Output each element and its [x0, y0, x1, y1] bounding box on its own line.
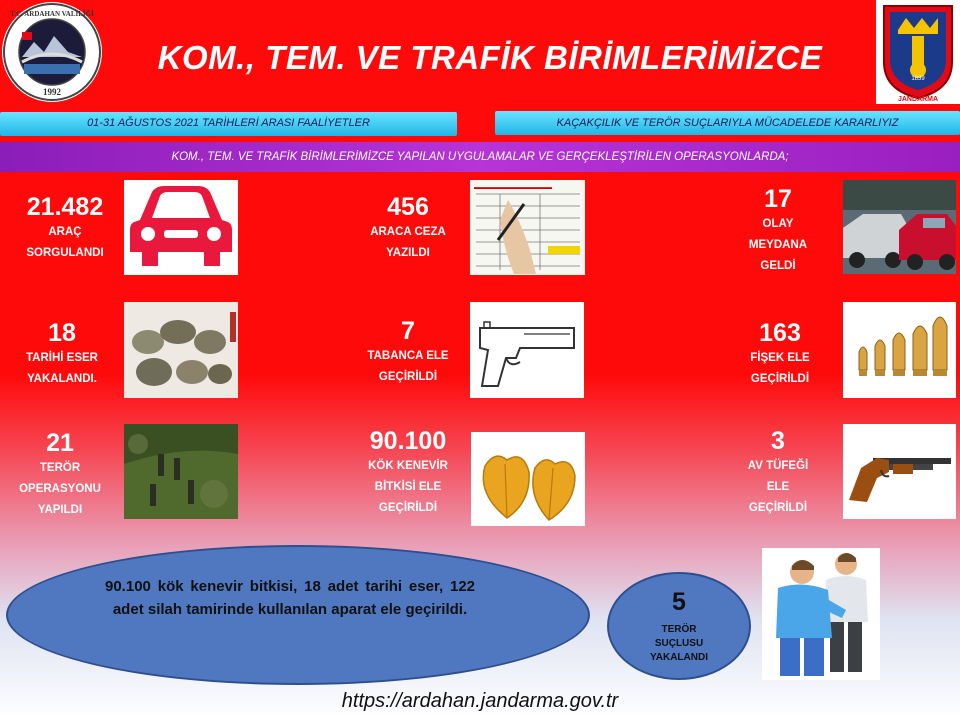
pistol-icon — [470, 302, 584, 398]
suspects-label: TERÖR SUÇLUSU YAKALANDI — [650, 624, 708, 663]
stat-cartridges — [730, 318, 830, 390]
stat-number: 90.100 — [369, 427, 447, 455]
stat-label: ARAÇ SORGULANDI — [26, 226, 104, 259]
car-crash-icon — [843, 180, 956, 274]
bullets-icon — [843, 302, 956, 398]
fine-document-icon — [470, 180, 585, 275]
stat-artifacts — [12, 318, 112, 390]
stat-number: 21.482 — [26, 193, 104, 221]
cannabis-leaves-icon — [471, 432, 585, 526]
svg-text:▬▬▬▬▬▬▬▬▬▬▬▬▬: ▬▬▬▬▬▬▬▬▬▬▬▬▬ — [474, 185, 552, 191]
stat-number: 3 — [771, 427, 785, 455]
stat-vehicle-queries — [10, 192, 120, 264]
jandarma-logo — [876, 0, 960, 104]
shotgun-icon — [843, 424, 956, 519]
slogan-bar: KAÇAKÇILIK VE TERÖR SUÇLARIYLA MÜCADELEDE KARARLIYIZ — [495, 111, 960, 135]
stat-label: AV TÜFEĞİ ELE GEÇİRİLDİ — [747, 460, 809, 514]
stat-cannabis — [356, 426, 460, 519]
intro-bar: KOM., TEM. VE TRAFİK BİRİMLERİMİZCE YAPILAN UYGULAMALAR VE GERÇEKLEŞTİRİLEN OPERASYONLARDA; — [0, 142, 960, 172]
stat-number: 17 — [764, 185, 792, 213]
svg-text:JANDARMA: JANDARMA — [897, 96, 939, 103]
people-illustration — [762, 548, 880, 680]
summary-text: 90.100 kök kenevir bitkisi, 18 adet tarihi eser, 122 adet silah tamirinde kullanılan aparat ele geçirildi. — [105, 578, 475, 618]
ardahan-valiligi-logo — [2, 2, 102, 102]
stat-number: 163 — [759, 319, 801, 347]
soldiers-photo-icon — [124, 424, 238, 519]
stat-traffic-fines — [358, 192, 458, 264]
car-icon — [124, 180, 238, 275]
stat-number: 456 — [387, 193, 429, 221]
svg-text:1992: 1992 — [43, 87, 61, 97]
stat-number: 7 — [401, 317, 415, 345]
stat-number: 18 — [48, 319, 76, 347]
stat-incidents — [726, 184, 830, 277]
page-title: KOM., TEM. VE TRAFİK BİRİMLERİMİZCE — [157, 39, 823, 76]
svg-text:T.C. ARDAHAN VALİLİĞİ: T.C. ARDAHAN VALİLİĞİ — [10, 10, 94, 18]
stat-label: FİŞEK ELE GEÇİRİLDİ — [750, 352, 810, 385]
date-range-bar: 01-31 AĞUSTOS 2021 TARİHLERİ ARASI FAALİYETLER — [0, 112, 457, 136]
stat-label: TABANCA ELE GEÇİRİLDİ — [367, 350, 449, 383]
artifacts-icon — [124, 302, 238, 398]
stat-label: TERÖR OPERASYONU YAPILDI — [19, 462, 101, 516]
stat-label: TARİHİ ESER YAKALANDI. — [26, 352, 98, 385]
suspects-number: 5 — [672, 588, 686, 616]
stat-number: 21 — [46, 429, 74, 457]
stat-label: KÖK KENEVİR BİTKİSİ ELE GEÇİRİLDİ — [368, 460, 448, 514]
stat-pistols — [356, 316, 460, 388]
stat-label: OLAY MEYDANA GELDİ — [748, 218, 808, 272]
stat-terror-operations — [6, 428, 114, 521]
svg-text:1839: 1839 — [911, 76, 925, 82]
stat-label: ARACA CEZA YAZILDI — [370, 226, 446, 259]
footer-url[interactable]: https://ardahan.jandarma.gov.tr — [341, 690, 619, 712]
stat-shotguns — [728, 426, 828, 519]
